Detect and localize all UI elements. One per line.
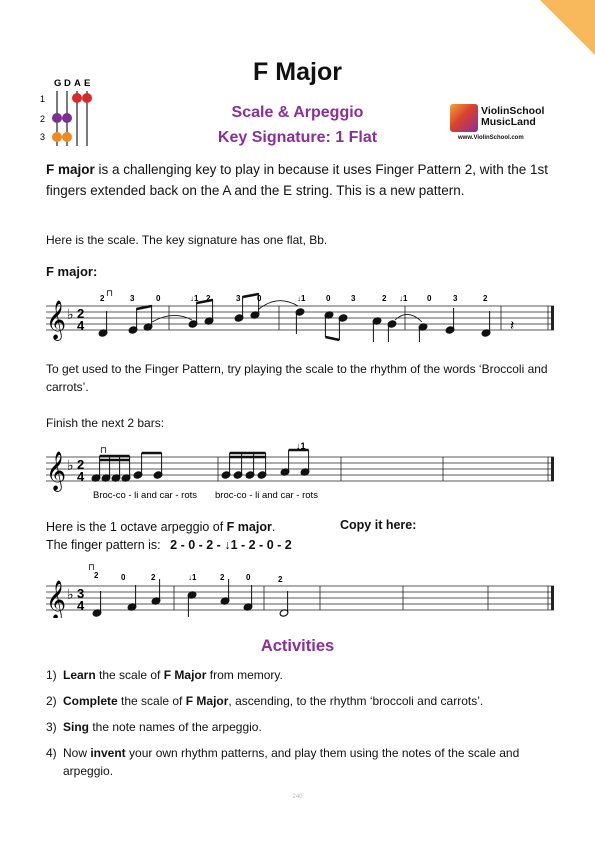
arpeggio-finger-2: 0 bbox=[121, 573, 126, 582]
activity-verb: invent bbox=[90, 746, 126, 760]
finger-pattern-sequence: 2 - 0 - 2 - ↓1 - 2 - 0 - 2 bbox=[170, 538, 292, 552]
treble-clef-icon: 𝄞 bbox=[46, 452, 67, 490]
scale-finger-10: 3 bbox=[351, 294, 356, 303]
arpeggio-finger-7: 2 bbox=[278, 575, 283, 584]
finger-row-label-1: 1 bbox=[40, 94, 46, 104]
flat-sign-icon: ♭ bbox=[67, 306, 74, 322]
arpeggio-finger-5: 2 bbox=[220, 573, 225, 582]
treble-clef-icon: 𝄞 bbox=[46, 581, 67, 618]
intro-text: is a challenging key to play in because it uses Finger Pattern 2, with the 1st fingers extended back on the A and the E string. This is a new pattern. bbox=[46, 162, 549, 198]
quarter-rest-icon: 𝄽 bbox=[510, 317, 515, 333]
page-title: F Major bbox=[253, 58, 342, 86]
scale-finger-4: ↓1 bbox=[190, 294, 199, 303]
arpeggio-staff bbox=[40, 562, 560, 618]
activity-number: 4) bbox=[46, 746, 57, 760]
activity-text: the scale of bbox=[95, 668, 164, 682]
scale-finger-8: ↓1 bbox=[297, 294, 306, 303]
scale-staff bbox=[40, 286, 560, 342]
lyrics-bar-2: broc-co - li and car - rots bbox=[215, 490, 318, 501]
string-label-d: D bbox=[64, 78, 71, 89]
intro-key-name: F major bbox=[46, 162, 95, 177]
arpeggio-intro bbox=[46, 518, 556, 536]
string-label-a: A bbox=[74, 78, 81, 89]
scale-finger-2: 3 bbox=[130, 294, 135, 303]
corner-decoration bbox=[540, 0, 595, 55]
arpeggio-finger-1: 2 bbox=[94, 571, 99, 580]
page-number: 240 bbox=[292, 794, 303, 800]
treble-clef-icon: 𝄞 bbox=[46, 301, 67, 339]
activity-text-end: from memory. bbox=[206, 668, 283, 682]
arpeggio-intro-text: Here is the 1 octave arpeggio of bbox=[46, 520, 227, 534]
time-sig-top: 3 bbox=[77, 586, 85, 601]
arpeggio-key-name: F major bbox=[226, 520, 272, 534]
page-subtitle: Scale & Arpeggio bbox=[231, 104, 364, 121]
key-signature-heading: Key Signature: 1 Flat bbox=[217, 129, 378, 146]
finger-pattern-label: The finger pattern is: bbox=[46, 538, 161, 552]
beam bbox=[325, 337, 339, 340]
lyrics-bar-1: Broc-co - li and car - rots bbox=[93, 490, 197, 501]
arpeggio-finger-numbers bbox=[94, 571, 283, 584]
activities-heading: Activities bbox=[260, 637, 335, 655]
activity-text: your own rhythm patterns, and play them using the notes of the scale and arpeggio. bbox=[63, 746, 520, 778]
scale-finger-numbers bbox=[100, 294, 488, 303]
time-sig-bottom: 4 bbox=[77, 469, 85, 484]
activity-number: 3) bbox=[46, 720, 57, 734]
arpeggio-intro-end: . bbox=[271, 520, 276, 534]
activity-number: 2) bbox=[46, 694, 57, 708]
activity-text: the note names of the arpeggio. bbox=[89, 720, 262, 734]
time-sig-top: 2 bbox=[77, 457, 85, 472]
activity-text-end: , ascending, to the rhythm ‘broccoli and carrots’. bbox=[228, 694, 484, 708]
finger-dot-a1 bbox=[72, 93, 82, 103]
scale-finger-13: 0 bbox=[427, 294, 432, 303]
flat-sign-icon: ♭ bbox=[67, 457, 74, 473]
scale-label: F major: bbox=[46, 264, 98, 279]
flat-sign-icon: ♭ bbox=[67, 586, 74, 602]
down-bow-icon: ⊓ bbox=[88, 562, 96, 572]
down-bow-icon: ⊓ bbox=[106, 288, 114, 298]
logo-name-line2: MusicLand bbox=[481, 116, 536, 128]
finger-row-label-2: 2 bbox=[40, 114, 46, 124]
activity-verb: Complete bbox=[63, 694, 118, 708]
activity-text-start: Now bbox=[63, 746, 91, 760]
time-sig-bottom: 4 bbox=[77, 318, 85, 333]
scale-finger-12: ↓1 bbox=[399, 294, 408, 303]
activity-key: F Major bbox=[163, 668, 207, 682]
scale-finger-7: 0 bbox=[257, 294, 262, 303]
finger-dot-e1 bbox=[82, 93, 92, 103]
slur bbox=[259, 301, 298, 309]
copy-here-label: Copy it here: bbox=[340, 518, 417, 532]
rhythm-notes bbox=[91, 450, 310, 482]
string-label-e: E bbox=[84, 78, 91, 89]
scale-finger-15: 2 bbox=[483, 294, 488, 303]
activity-key: F Major bbox=[185, 694, 229, 708]
finish-bars-text: Finish the next 2 bars: bbox=[46, 416, 165, 430]
arpeggio-finger-3: 2 bbox=[151, 573, 156, 582]
logo-icon bbox=[450, 104, 478, 132]
scale-finger-6: 3 bbox=[236, 294, 241, 303]
down-bow-icon: ⊓ bbox=[100, 445, 108, 455]
scale-intro-text: Here is the scale. The key signature has one flat, Bb. bbox=[46, 233, 328, 247]
arpeggio-finger-4: ↓1 bbox=[188, 573, 197, 582]
rhythm-staff bbox=[40, 437, 560, 507]
arpeggio-finger-6: 0 bbox=[246, 573, 251, 582]
activity-verb: Learn bbox=[63, 668, 96, 682]
slur bbox=[152, 315, 192, 322]
beam bbox=[137, 306, 152, 309]
scale-finger-9: 0 bbox=[326, 294, 331, 303]
logo-url: www.ViolinSchool.com bbox=[458, 135, 524, 141]
activity-text: the scale of bbox=[117, 694, 186, 708]
scale-finger-5: 2 bbox=[206, 294, 211, 303]
logo-name-line1: ViolinSchool bbox=[481, 105, 545, 117]
rhythm-instructions: To get used to the Finger Pattern, try playing the scale to the rhythm of the words ‘Broccoli and carrots’. bbox=[46, 362, 548, 394]
time-sig-top: 2 bbox=[77, 306, 85, 321]
scale-finger-11: 2 bbox=[382, 294, 387, 303]
finger-pattern-line bbox=[46, 536, 556, 554]
finger-row-label-3: 3 bbox=[40, 132, 46, 142]
activity-verb: Sing bbox=[63, 720, 89, 734]
activity-number: 1) bbox=[46, 668, 57, 682]
scale-finger-3: 0 bbox=[156, 294, 161, 303]
scale-finger-14: 3 bbox=[453, 294, 458, 303]
time-sig-bottom: 4 bbox=[77, 598, 85, 613]
intro-paragraph bbox=[46, 159, 556, 201]
scale-finger-1: 2 bbox=[100, 294, 105, 303]
string-label-g: G bbox=[54, 78, 62, 89]
rhythm-finger-number: ↓1 bbox=[296, 441, 306, 451]
